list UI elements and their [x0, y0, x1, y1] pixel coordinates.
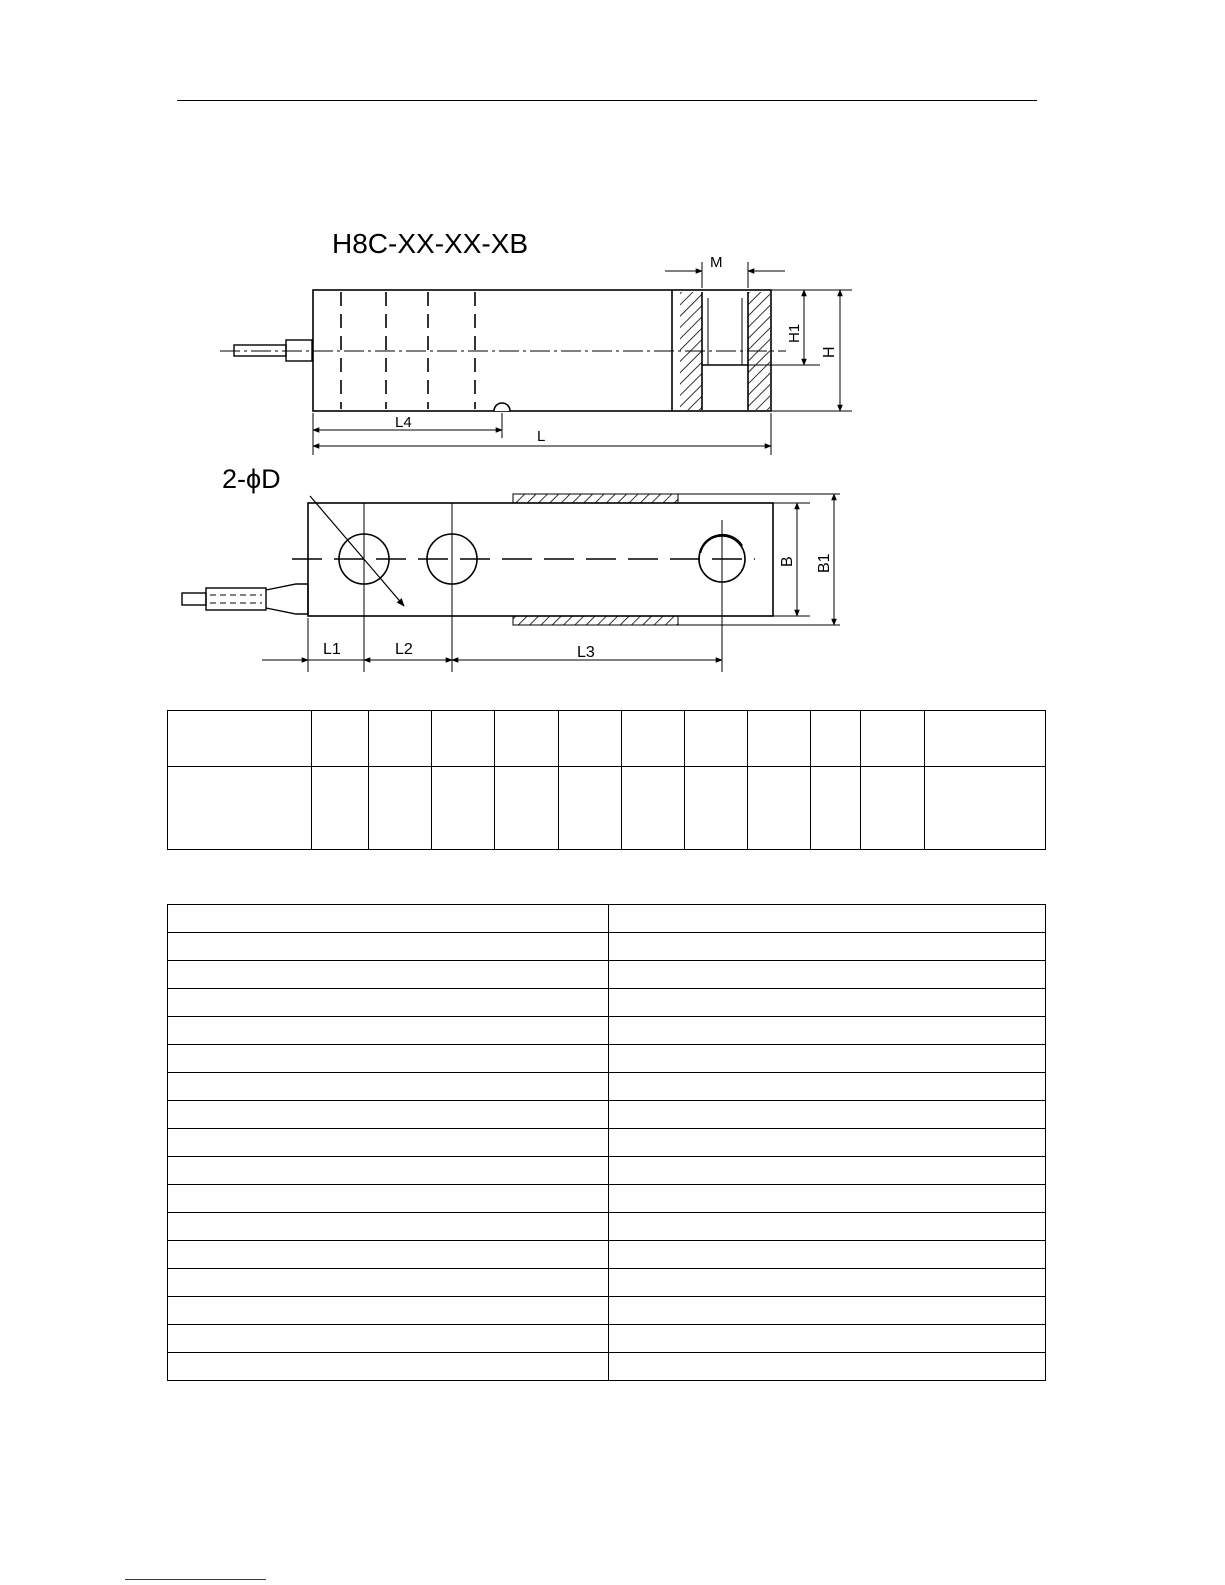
table-cell: [168, 1185, 609, 1213]
table-cell: [369, 711, 432, 767]
top-view: [182, 494, 840, 672]
spec-row: [168, 961, 1046, 989]
table-cell: [609, 933, 1046, 961]
table-cell: [685, 711, 748, 767]
spec-row: [168, 1017, 1046, 1045]
table-cell: [168, 905, 609, 933]
table-cell: [609, 1325, 1046, 1353]
table-cell: [811, 711, 861, 767]
table-cell: [168, 767, 312, 850]
table-cell: [559, 767, 622, 850]
table-cell: [168, 1241, 609, 1269]
table-cell: [609, 1129, 1046, 1157]
table-cell: [168, 989, 609, 1017]
dim-label-b: B: [779, 556, 796, 567]
table-cell: [609, 905, 1046, 933]
dimensions-header-row: [168, 711, 1046, 767]
footer-rule: [125, 1579, 266, 1580]
side-view: [220, 262, 852, 455]
table-cell: [495, 711, 559, 767]
table-cell: [748, 767, 811, 850]
dim-label-l3: L3: [577, 644, 595, 661]
spec-row: [168, 1213, 1046, 1241]
table-cell: [609, 1241, 1046, 1269]
spec-row: [168, 1073, 1046, 1101]
table-cell: [685, 767, 748, 850]
spec-row: [168, 1325, 1046, 1353]
table-cell: [609, 989, 1046, 1017]
table-cell: [168, 1073, 609, 1101]
table-cell: [168, 1269, 609, 1297]
table-cell: [609, 1297, 1046, 1325]
dim-label-h1: H1: [786, 323, 803, 343]
table-cell: [168, 1157, 609, 1185]
table-cell: [559, 711, 622, 767]
table-cell: [609, 1353, 1046, 1381]
table-cell: [609, 961, 1046, 989]
spec-row: [168, 1353, 1046, 1381]
holes-label: 2-ϕD: [222, 464, 281, 494]
table-cell: [811, 767, 861, 850]
table-cell: [609, 1045, 1046, 1073]
spec-row: [168, 1269, 1046, 1297]
dim-label-l1: L1: [323, 641, 341, 658]
table-cell: [609, 1157, 1046, 1185]
dim-label-h: H: [821, 346, 838, 358]
table-cell: [312, 767, 369, 850]
table-cell: [609, 1269, 1046, 1297]
spec-row: [168, 1157, 1046, 1185]
table-cell: [622, 767, 685, 850]
model-title: H8C-XX-XX-XB: [332, 228, 529, 259]
table-cell: [168, 1045, 609, 1073]
table-cell: [168, 1101, 609, 1129]
table-cell: [609, 1017, 1046, 1045]
table-cell: [495, 767, 559, 850]
load-cell-drawing: [0, 0, 1225, 700]
dim-label-l4: L4: [395, 414, 412, 431]
table-cell: [369, 767, 432, 850]
dim-label-b1: B1: [816, 553, 833, 573]
dimensions-table: [167, 710, 1046, 850]
table-cell: [925, 767, 1046, 850]
spec-row: [168, 1101, 1046, 1129]
table-cell: [432, 767, 495, 850]
table-cell: [168, 961, 609, 989]
dim-label-l2: L2: [395, 641, 413, 658]
dimensions-value-row: [168, 767, 1046, 850]
table-cell: [622, 711, 685, 767]
table-cell: [168, 933, 609, 961]
table-cell: [432, 711, 495, 767]
table-cell: [312, 711, 369, 767]
dim-label-m: M: [710, 254, 723, 271]
spec-row: [168, 1129, 1046, 1157]
table-cell: [168, 1213, 609, 1241]
table-cell: [609, 1101, 1046, 1129]
spec-row: [168, 933, 1046, 961]
spec-row: [168, 1045, 1046, 1073]
table-cell: [861, 711, 925, 767]
table-cell: [861, 767, 925, 850]
spec-row: [168, 1185, 1046, 1213]
table-cell: [609, 1213, 1046, 1241]
spec-row: [168, 989, 1046, 1017]
table-cell: [925, 711, 1046, 767]
table-cell: [168, 1325, 609, 1353]
table-cell: [168, 1353, 609, 1381]
table-cell: [609, 1073, 1046, 1101]
table-cell: [168, 711, 312, 767]
dim-label-l: L: [537, 428, 546, 445]
table-cell: [168, 1129, 609, 1157]
spec-row: [168, 905, 1046, 933]
spec-row: [168, 1297, 1046, 1325]
spec-row: [168, 1241, 1046, 1269]
table-cell: [168, 1017, 609, 1045]
specifications-table: [167, 904, 1046, 1381]
table-cell: [748, 711, 811, 767]
table-cell: [609, 1185, 1046, 1213]
table-cell: [168, 1297, 609, 1325]
